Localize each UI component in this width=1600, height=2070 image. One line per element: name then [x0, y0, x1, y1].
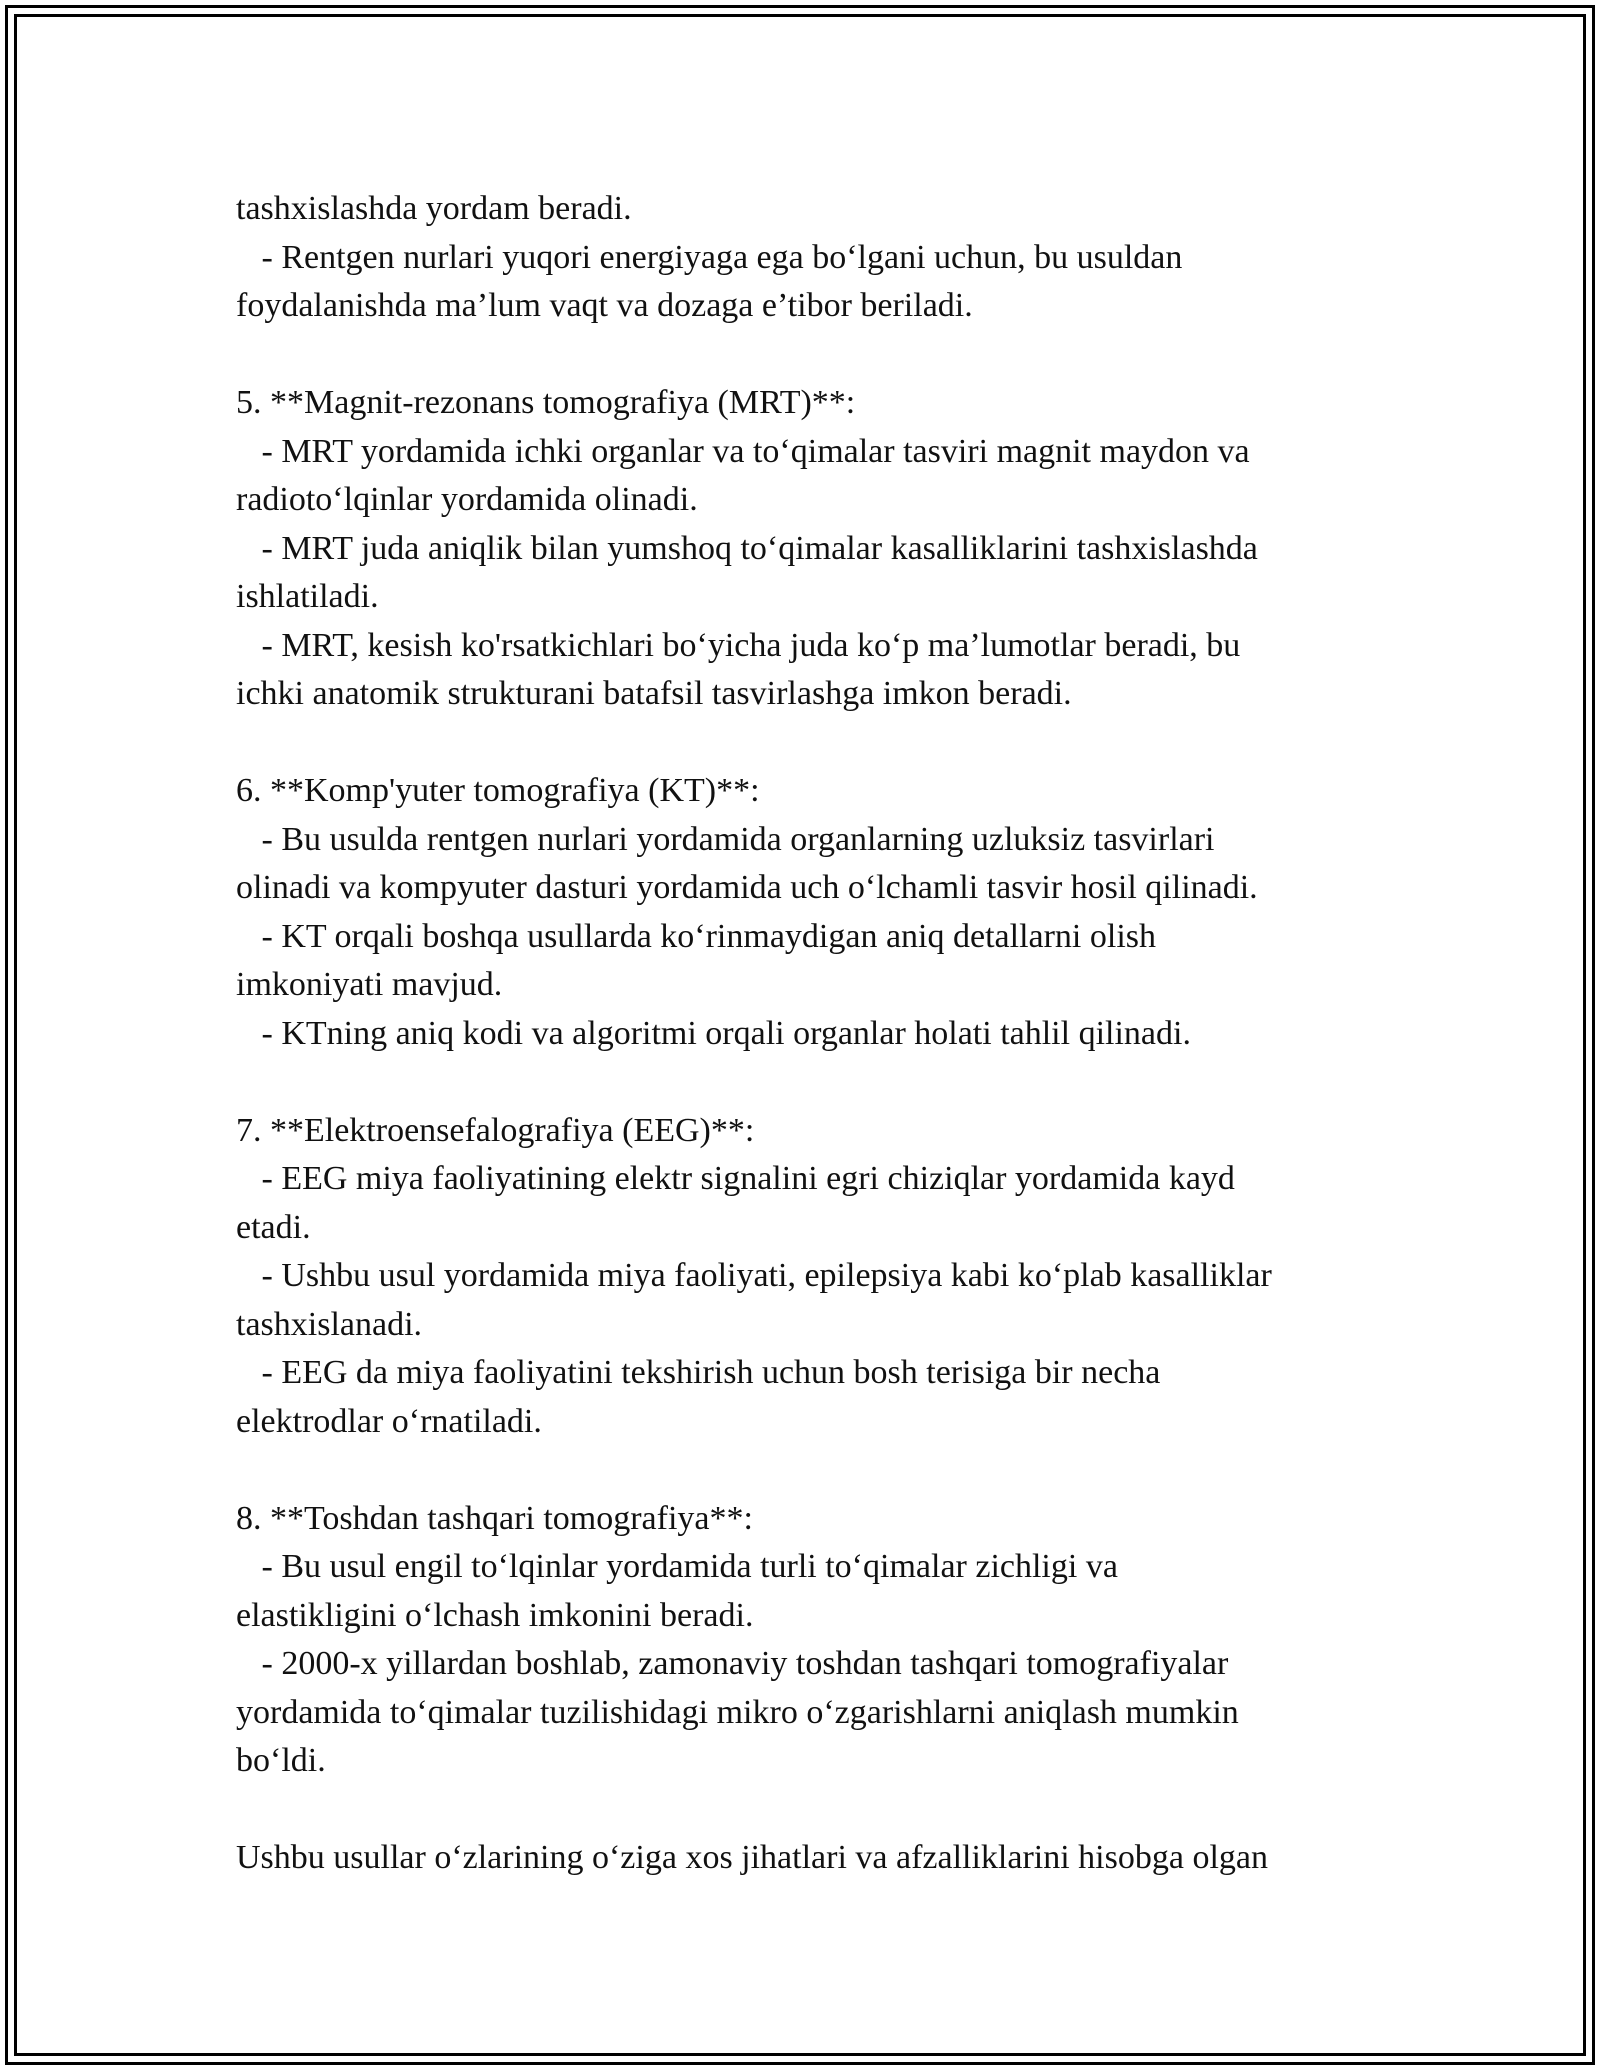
text-line: 6. **Komp'yuter tomografiya (KT)**: — [236, 772, 760, 809]
text-line: 8. **Toshdan tashqari tomografiya**: — [236, 1499, 753, 1537]
text-line: ishlatiladi. — [236, 578, 379, 615]
text-line: - 2000-x yillardan boshlab, zamonaviy toshdan tashqari tomografiyalar — [236, 1645, 1229, 1682]
blank-line — [236, 719, 1396, 768]
text-line: - Bu usul engil to‘lqinlar yordamida turli to‘qimalar zichligi va — [236, 1548, 1118, 1585]
text-line: bo‘ldi. — [236, 1742, 326, 1779]
text-line: 7. **Elektroensefalografiya (EEG)**: — [236, 1111, 755, 1149]
blank-line — [236, 1446, 1396, 1495]
text-line: elektrodlar o‘rnatiladi. — [236, 1402, 542, 1440]
text-line: - MRT juda aniqlik bilan yumshoq to‘qimalar kasalliklarini tashxislashda — [236, 529, 1258, 567]
text-line: tashxislashda yordam beradi. — [236, 190, 632, 227]
text-line: - EEG miya faoliyatining elektr signalini egri chiziqlar yordamida kayd — [236, 1160, 1235, 1197]
text-line: tashxislanadi. — [236, 1305, 423, 1343]
text-line: yordamida to‘qimalar tuzilishidagi mikro o‘zgarishlarni aniqlash mumkin — [236, 1693, 1239, 1731]
text-line: foydalanishda ma’lum vaqt va dozaga e’tibor beriladi. — [236, 287, 973, 324]
text-line: radioto‘lqinlar yordamida olinadi. — [236, 481, 698, 518]
text-line: elastikligini o‘lchash imkonini beradi. — [236, 1596, 754, 1634]
text-line: 5. **Magnit-rezonans tomografiya (MRT)**: — [236, 384, 856, 421]
blank-line — [236, 1786, 1396, 1835]
text-line: - KTning aniq kodi va algoritmi orqali organlar holati tahlil qilinadi. — [236, 1014, 1191, 1052]
text-line: ichki anatomik strukturani batafsil tasvirlashga imkon beradi. — [236, 675, 1072, 712]
text-line: etadi. — [236, 1208, 311, 1246]
text-line: - KT orqali boshqa usullarda ko‘rinmaydigan aniq detallarni olish — [236, 917, 1156, 955]
text-line: - EEG da miya faoliyatini tekshirish uchun bosh terisiga bir necha — [236, 1354, 1161, 1391]
text-line: Ushbu usullar o‘zlarining o‘ziga xos jihatlari va afzalliklarini hisobga olgan — [236, 1839, 1268, 1876]
text-line: - Ushbu usul yordamida miya faoliyati, epilepsiya kabi ko‘plab kasalliklar — [236, 1257, 1272, 1294]
text-line: - Rentgen nurlari yuqori energiyaga ega bo‘lgani uchun, bu usuldan — [236, 238, 1183, 276]
text-line: - MRT, kesish ko'rsatkichlari bo‘yicha juda ko‘p ma’lumotlar beradi, bu — [236, 626, 1241, 664]
blank-line — [236, 1058, 1396, 1107]
text-line: imkoniyati mavjud. — [236, 966, 503, 1003]
blank-line — [236, 331, 1396, 380]
text-line: olinadi va kompyuter dasturi yordamida uch o‘lchamli tasvir hosil qilinadi. — [236, 869, 1258, 906]
text-line: - Bu usulda rentgen nurlari yordamida organlarning uzluksiz tasvirlari — [236, 820, 1215, 858]
text-line: - MRT yordamida ichki organlar va to‘qimalar tasviri magnit maydon va — [236, 432, 1250, 470]
document-body — [236, 185, 1396, 1883]
